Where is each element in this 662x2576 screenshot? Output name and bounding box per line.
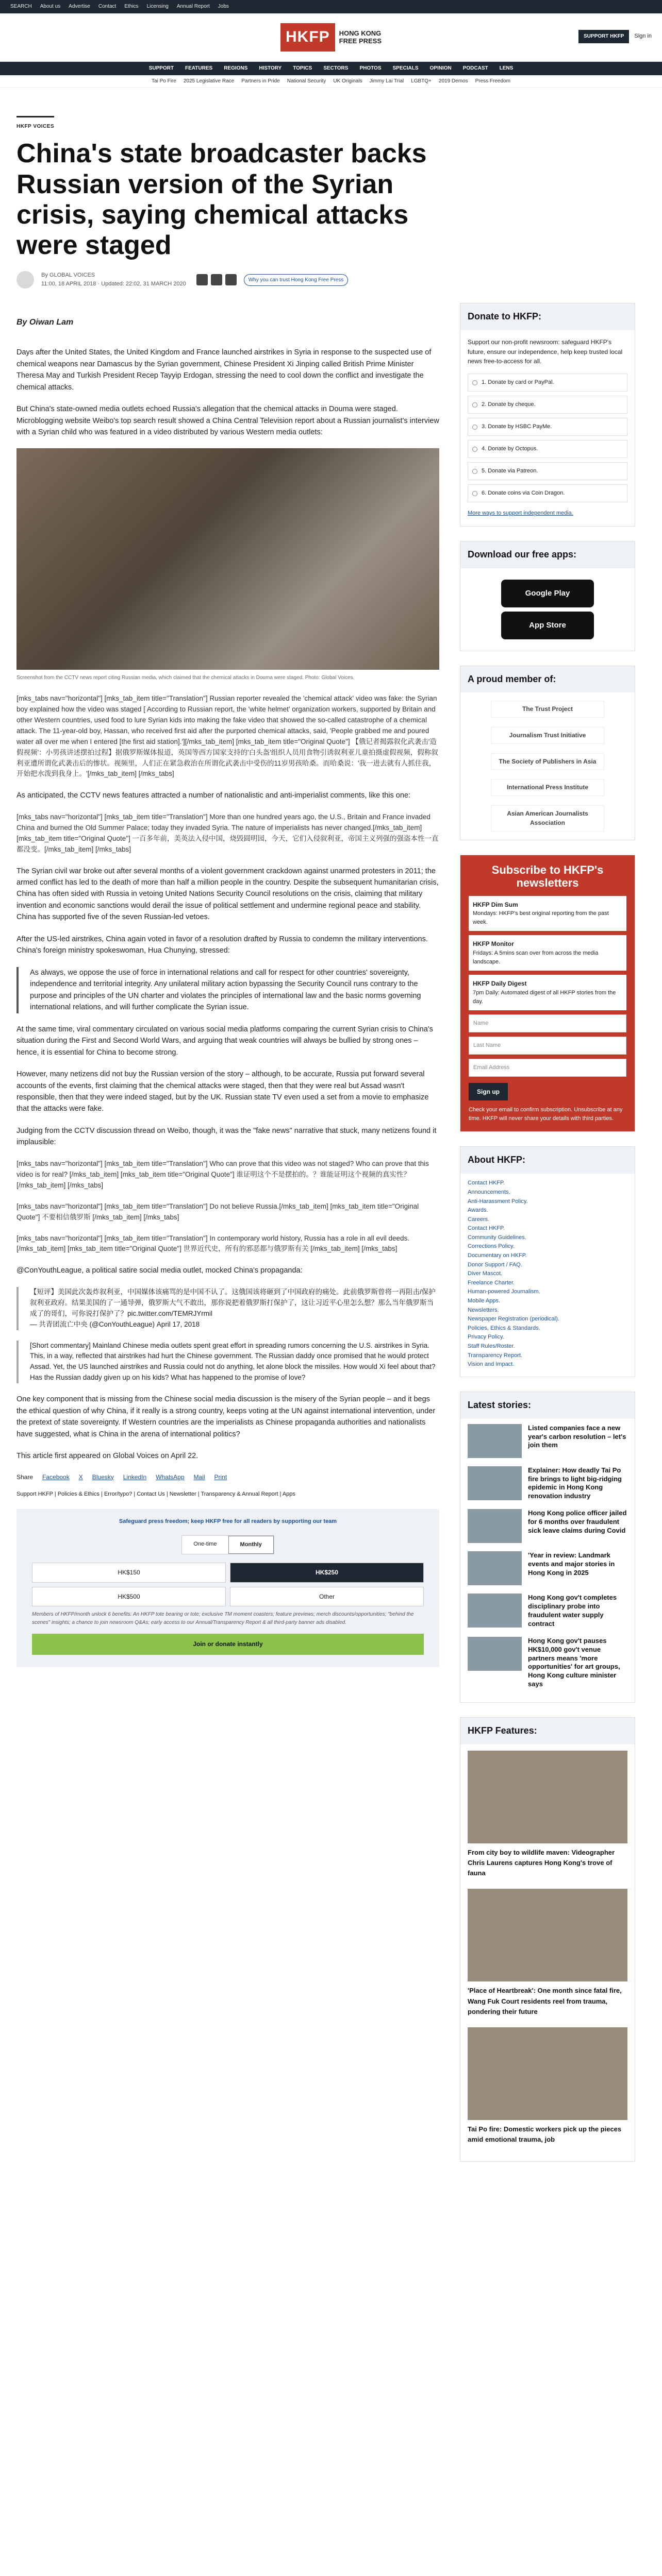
about-link[interactable]: Staff Rules/Roster. — [468, 1343, 515, 1350]
about-link[interactable]: Policies, Ethics & Standards. — [468, 1325, 540, 1331]
radio-icon — [472, 469, 477, 474]
trending-item[interactable]: National Security — [287, 78, 326, 84]
nav-item-support[interactable]: SUPPORT — [148, 65, 174, 72]
article-title: China's state broadcaster backs Russian version of the Syrian crisis, saying chemical attacks were staged — [16, 139, 427, 261]
article-author: By Oiwan Lam — [16, 318, 74, 327]
share-label: Share — [16, 1473, 34, 1481]
nav-item-specials[interactable]: SPECIALS — [392, 65, 419, 72]
nav-item-features[interactable]: FEATURES — [185, 65, 213, 72]
about-link[interactable]: Newsletters. — [468, 1307, 499, 1313]
story-headline: 'Year in review: Landmark events and major stories in Hong Kong in 2025 — [528, 1551, 615, 1577]
member-of-box — [460, 666, 635, 840]
about-link[interactable]: Freelance Charter. — [468, 1279, 515, 1286]
member-logo[interactable]: Journalism Trust Initiative — [491, 727, 604, 744]
radio-icon — [472, 380, 477, 385]
member-logo[interactable]: International Press Institute — [491, 779, 604, 796]
feature-image[interactable] — [468, 1751, 627, 1843]
member-logo[interactable]: The Trust Project — [491, 701, 604, 718]
latest-story[interactable] — [468, 1466, 627, 1501]
about-link[interactable]: Documentary on HKFP. — [468, 1252, 527, 1259]
nav-item-topics[interactable]: TOPICS — [293, 65, 312, 72]
feature-image[interactable] — [468, 1889, 627, 1981]
story-thumbnail — [468, 1509, 522, 1543]
author-avatar — [16, 271, 34, 289]
donate-box-title: Donate to HKFP: — [460, 303, 635, 330]
article-photo — [16, 448, 439, 670]
tweet-source[interactable]: — 共青团流亡中央 (@ConYouthLeague) April 17, 2018 — [30, 1320, 200, 1328]
about-link[interactable]: Anti-Harassment Policy. — [468, 1198, 528, 1205]
sign-in-link[interactable]: Sign in — [634, 33, 652, 40]
shortcode-block: [mks_tabs nav="horizontal"] [mks_tab_item title="Translation"] Russian reporter revealed the 'chemical attack' video was fake: the Syrian boy explained how the video was staged [ According to Russian report, the 'white helmet' organization workers, supported by Britain and other Western countries, used food to lure Syrian kids into making the fake video that showed the so-called catastrophe of a chemical attack. The 11-year-old boy, Hassan, who received first aid after the purported chemical attacks, said, 'People grabbed me and poured water all over me when I entered [the first aid station].'][/mks_tab_item] [mks_tab_item title="Original Quote"] 【俄记者揭露叙化武袭击'造假视频'：小男孩讲述摆拍过程】据俄罗斯媒体报道，英国等西方国家支持的'白头盔'组织人员用食物引诱叙利亚儿童拍摄虚假视频，假称叙利亚遭所谓化武袭击后的惨状。视频里，人们正在紧急救治在所谓化武袭击中受伤的11岁男孩哈桑。而哈桑说：'我一进去就有人抓住我，开始把水泼到我身上。'[/mks_tab_item] [/mks_tabs] — [16, 694, 438, 778]
topbar-annual-report[interactable]: Annual Report — [176, 4, 210, 10]
feature-headline[interactable]: Tai Po fire: Domestic workers pick up the pieces amid emotional trauma, job — [468, 2125, 622, 2144]
freq-monthly[interactable]: Monthly — [228, 1536, 274, 1554]
member-of-title: A proud member of: — [460, 666, 635, 693]
story-thumbnail — [468, 1637, 522, 1671]
latest-title: Latest stories: — [460, 1392, 635, 1419]
shortcode-block: [mks_tabs nav="horizontal"] [mks_tab_item title="Translation"] In contemporary world history, Russia has a role in all evil deeds.[/mks_tab_item] [mks_tab_item title="Original Quote"] 世界近代史，所有的邪恶都与俄罗斯有关 [/mks_tab_item] [/mks_tabs] — [16, 1234, 410, 1253]
about-link[interactable]: Newspaper Registration (periodical). — [468, 1316, 559, 1323]
story-headline: Hong Kong gov't pauses HK$10,000 gov't venue partners means 'more opportunities' for art groups, Hong Kong culture minister says — [528, 1636, 620, 1688]
story-headline: Explainer: How deadly Tai Po fire brings to light big-ridging epidemic in Hong Kong renovation industry — [528, 1466, 622, 1500]
about-link[interactable]: Donor Support / FAQ. — [468, 1261, 522, 1268]
paragraph: At the same time, viral commentary circulated on various social media platforms comparing the current Syrian crisis to China's situation during the First and Second World Wars, and arguing that weak countries will always be bullied by strong ones – hence, it is essential for China to become strong. — [16, 1025, 433, 1057]
facebook-icon[interactable] — [196, 274, 208, 285]
topbar-licensing[interactable]: Licensing — [146, 4, 169, 10]
main-nav — [0, 62, 662, 75]
about-box — [460, 1146, 635, 1377]
embedded-tweet — [16, 1287, 439, 1330]
share-x[interactable]: X — [78, 1473, 83, 1481]
paragraph: However, many netizens did not buy the Russian version of the story – although, to be accurate, Russia put forward several accounts of the events, first claiming that the chemical attacks were staged, then that they were real but Assad wasn't responsible, then that they were indeed staged, but by the UK. Russian state TV even used a set from a movie to emphasize that the attacks were fake. — [16, 1070, 429, 1113]
apps-box-title: Download our free apps: — [460, 541, 635, 568]
newsletter-option[interactable]: HKFP Daily Digest 7pm Daily: Automated digest of all HKFP stories from the day. — [469, 975, 626, 1010]
trending-item[interactable]: LGBTQ+ — [411, 78, 432, 84]
features-list — [460, 1744, 635, 2161]
apps-box — [460, 541, 635, 651]
amount-option-selected[interactable]: HK$250 — [230, 1563, 424, 1583]
byline — [16, 271, 646, 289]
donate-panel-heading[interactable]: Safeguard press freedom; keep HKFP free for all readers by supporting our team — [119, 1518, 337, 1525]
radio-icon — [472, 491, 477, 496]
about-link[interactable]: Awards. — [468, 1207, 488, 1214]
share-bluesky[interactable]: Bluesky — [92, 1473, 114, 1481]
about-link[interactable]: Human-powered Journalism. — [468, 1289, 540, 1295]
topbar-contact[interactable]: Contact — [98, 4, 117, 10]
member-logo[interactable]: Asian American Journalists Association — [491, 805, 604, 832]
frequency-toggle — [181, 1535, 274, 1554]
about-link[interactable]: Transparency Report. — [468, 1352, 522, 1359]
newsletter-note: Check your email to confirm subscription. Unsubscribe at any time. HKFP will never share your details with third parties. — [469, 1107, 623, 1122]
trending-item[interactable]: Press Freedom — [475, 78, 510, 84]
amount-option[interactable]: HK$150 — [32, 1563, 226, 1583]
features-title: HKFP Features: — [460, 1718, 635, 1744]
amount-option-other[interactable]: Other — [230, 1587, 424, 1607]
about-link[interactable]: Contact HKFP. — [468, 1180, 505, 1187]
topbar-ethics[interactable]: Ethics — [124, 4, 139, 10]
topbar-search[interactable]: SEARCH — [10, 4, 32, 10]
feature-headline[interactable]: 'Place of Heartbreak': One month since fatal fire, Wang Fuk Court residents reel from trauma, pondering their future — [468, 1987, 622, 2015]
amount-options — [32, 1563, 424, 1606]
trending-item[interactable]: Partners in Pride — [241, 78, 280, 84]
freq-one-time[interactable]: One-time — [193, 1541, 217, 1548]
site-header — [0, 13, 662, 62]
about-title: About HKFP: — [460, 1147, 635, 1174]
join-donate-button[interactable]: Join or donate instantly — [32, 1634, 424, 1655]
donate-panel — [16, 1509, 439, 1667]
share-print[interactable]: Print — [214, 1473, 227, 1481]
radio-icon — [472, 402, 477, 408]
support-hkfp-button[interactable]: SUPPORT HKFP — [578, 30, 629, 43]
radio-icon — [472, 425, 477, 430]
paragraph: @ConYouthLeague, a political satire social media outlet, mocked China's propaganda: — [16, 1266, 303, 1275]
story-thumbnail — [468, 1424, 522, 1458]
donate-option[interactable]: 6. Donate coins via Coin Dragon. — [468, 484, 627, 502]
donate-option[interactable]: 3. Donate by HSBC PayMe. — [468, 418, 627, 436]
site-logo[interactable] — [280, 23, 382, 52]
article-body — [16, 303, 439, 2176]
share-icons — [196, 274, 237, 285]
topbar-about[interactable]: About us — [40, 4, 61, 10]
trust-link[interactable]: Why you can trust Hong Kong Free Press — [244, 274, 349, 286]
nav-item-opinion[interactable]: OPINION — [429, 65, 452, 72]
about-link[interactable]: Diver Mascot. — [468, 1270, 503, 1277]
share-mail[interactable]: Mail — [193, 1473, 205, 1481]
donate-option[interactable]: 5. Donate via Patreon. — [468, 462, 627, 480]
share-bar — [16, 1472, 439, 1482]
topbar-advertise[interactable]: Advertise — [69, 4, 90, 10]
latest-story[interactable] — [468, 1551, 627, 1585]
story-headline: Hong Kong police officer jailed for 6 months over fraudulent sick leave claims during Covid — [528, 1509, 627, 1535]
newsletter-option[interactable]: HKFP Monitor Fridays: A 5mins scan over from across the media landscape. — [469, 935, 626, 971]
newsletter-title: Subscribe to HKFP's newsletters — [491, 863, 604, 890]
donate-lead: Support our non-profit newsroom: safeguard HKFP's future, ensure our independence, help keep trusted local news free-to-access for all. — [468, 338, 623, 365]
more-ways-link[interactable]: More ways to support independent media. — [468, 510, 573, 517]
email-field[interactable]: Email Address — [469, 1059, 626, 1077]
mail-icon[interactable] — [225, 274, 237, 285]
logo-wordmark: HONG KONG FREE PRESS — [339, 29, 382, 45]
logo-mark: HKFP — [280, 23, 335, 52]
last-name-field[interactable]: Last Name — [469, 1037, 626, 1055]
donate-box — [460, 303, 635, 526]
tweet-text: 【短评】美国此次轰炸叙利亚，中国媒体该痛骂的是中国不认了。这俄国该将砸到了中国政府的痛处。此前俄罗斯曾将一再阻击/保护叙利亚政府。结果美国的了一通导弹，俄罗斯大气不敢出，那你说把着俄罗斯打保护了，这让习近平心里怎么想？那么当年俄罗斯当成了的哥们，可你说打保护了？pic.twitter.com/TEMRJYrmil — [30, 1287, 436, 1317]
google-play-badge[interactable]: Google Play — [501, 580, 594, 607]
about-link[interactable]: Corrections Policy. — [468, 1243, 515, 1250]
signup-button[interactable]: Sign up — [469, 1083, 508, 1101]
story-headline: Listed companies face a new year's carbon resolution – let's join them — [528, 1423, 626, 1449]
paragraph: Days after the United States, the United Kingdom and France launched airstrikes in Syria in response to the suspected use of chemical weapons near Damascus by the Syrian government, Chinese President Xi Jinping called British Prime Minister Theresa May and Turkish President Recep Tayyip Erdogan, stressing the need to cool down the conflict and investigate the chemical attacks. — [16, 348, 432, 392]
paragraph: After the US-led airstrikes, China again voted in favor of a resolution drafted by Russia to condemn the military interventions. China's foreign ministry spokeswoman, Hua Chunying, stressed: — [16, 935, 428, 955]
newsletter-box — [460, 855, 635, 1132]
story-thumbnail — [468, 1466, 522, 1500]
article-footer-links[interactable]: Support HKFP | Policies & Ethics | Error/typo? | Contact Us | Newsletter | Transparency & Annual Report | Apps — [16, 1491, 295, 1498]
topbar-jobs[interactable]: Jobs — [218, 4, 229, 10]
about-link[interactable]: Privacy Policy. — [468, 1334, 504, 1341]
share-facebook[interactable]: Facebook — [42, 1473, 70, 1481]
quote: As always, we oppose the use of force in international relations and call for respect for other countries' sovereignty, independence and territorial integrity. Any unilateral military action bypassing the Security Council runs contrary to the purpose and principles of the UN charter and violates the principles of international law and the basic norms governing international relations, and will further complicate the Syrian issue. — [16, 967, 439, 1013]
app-store-badge[interactable]: App Store — [501, 612, 594, 639]
donate-option[interactable]: 2. Donate by cheque. — [468, 396, 627, 414]
paragraph: But China's state-owned media outlets echoed Russia's allegation that the chemical attacks in Douma were staged. Microblogging website Weibo's top search result showed a China Central Television report about a Russian journalist's interview with a Syrian child who was featured in a video distributed by various Western media outlets: — [16, 405, 439, 437]
shortcode-block: [mks_tabs nav="horizontal"] [mks_tab_item title="Translation"] Do not believe Russia.[/mks_tab_item] [mks_tab_item title="Original Quote"] 不要相信俄罗斯 [/mks_tab_item] [/mks_tabs] — [16, 1202, 419, 1221]
paragraph: As anticipated, the CCTV news features attracted a number of nationalistic and anti-imperialist comments, like this one: — [16, 791, 411, 800]
shortcode-block: [mks_tabs nav="horizontal"] [mks_tab_item title="Translation"] Who can prove that this video was not staged? Who can prove that this video is for real? [/mks_tab_item] [mks_tab_item title="Original Quote"] 谁证明这个不是摆拍的。？谁能证明这个视频的真实性？[/mks_tab_item] [/mks_tabs] — [16, 1159, 429, 1189]
newsletter-option[interactable]: HKFP Dim Sum Mondays: HKFP's best original reporting from the past week. — [469, 896, 626, 931]
nav-item-photos[interactable]: PHOTOS — [359, 65, 382, 72]
tweet-translation: [Short commentary] Mainland Chinese media outlets spent great effort in spreading rumors concerning the U.S. airstrikes in Syria. This, in a way, reflected that airstrikes had hurt the Chinese government. The Russian daddy once promised that he would protect Assad. Yet, the US launched airstrikes and Russia could not do anything, let alone block the missiles. How would Xi feel about that? Has the Russian daddy given up on his kids? What has happened to the promise of love? — [16, 1341, 439, 1384]
about-link[interactable]: Contact HKFP. — [468, 1225, 505, 1232]
nav-item-sectors[interactable]: SECTORS — [323, 65, 349, 72]
features-box — [460, 1717, 635, 2162]
about-link[interactable]: Announcements. — [468, 1189, 510, 1195]
nav-item-lens[interactable]: LENS — [499, 65, 514, 72]
nav-item-regions[interactable]: REGIONS — [224, 65, 248, 72]
latest-box — [460, 1392, 635, 1703]
donate-option[interactable]: 4. Donate by Octopus. — [468, 440, 627, 458]
sidebar — [460, 303, 635, 2176]
trending-item[interactable]: Tai Po Fire — [152, 78, 176, 84]
trending-item[interactable]: UK Originals — [333, 78, 362, 84]
latest-list — [460, 1419, 635, 1702]
latest-story[interactable] — [468, 1637, 627, 1689]
latest-story[interactable] — [468, 1594, 627, 1629]
story-thumbnail — [468, 1594, 522, 1628]
about-link[interactable]: Vision and Impact. — [468, 1361, 515, 1368]
story-thumbnail — [468, 1551, 522, 1585]
trending-item[interactable]: 2025 Legislative Race — [183, 78, 235, 84]
about-list — [460, 1179, 635, 1376]
about-link[interactable]: Careers. — [468, 1216, 490, 1223]
shortcode-block: [mks_tabs nav="horizontal"] [mks_tab_item title="Translation"] More than one hundred years ago, the U.S., Britain and France invaded China and burned the Old Summer Palace; today they invaded Syria. The nature of imperialists has never changed.[/mks_tab_item] [mks_tab_item title="Original Quote"] 一百多年前，美英法入侵中国，烧毁圆明园，今天，它们入侵叙利亚，帝国主义列强的强盗本性一直都没变。[/mks_tab_item] [/mks_tabs] — [16, 812, 439, 853]
x-icon[interactable] — [211, 274, 222, 285]
member-benefits-note: Members of HKFP/month unlock 6 benefits: An HKFP tote bearing or tote; exclusive TM moment coasters; feature previews; merch discounts/opportunities; "behind the scenes" insights; a chance to join newsroom Q&As; early access to our Annual/Transparency Report & all third-party banner ads disabled. — [32, 1612, 414, 1625]
share-linkedin[interactable]: LinkedIn — [123, 1473, 147, 1481]
photo-caption: Screenshot from the CCTV news report citing Russian media, which claimed that the chemical attacks in Douma were staged. Photo: Global Voices. — [16, 675, 355, 681]
trending-item[interactable]: 2019 Demos — [438, 78, 468, 84]
share-whatsapp[interactable]: WhatsApp — [156, 1473, 185, 1481]
member-logo[interactable]: The Society of Publishers in Asia — [491, 753, 604, 770]
nav-item-podcast[interactable]: PODCAST — [462, 65, 488, 72]
author-name[interactable]: By GLOBAL VOICES — [41, 272, 95, 279]
feature-headline[interactable]: From city boy to wildlife maven: Videographer Chris Laurens captures Hong Kong's trove of fauna — [468, 1849, 615, 1877]
latest-story[interactable] — [468, 1424, 627, 1458]
trending-item[interactable]: Jimmy Lai Trial — [369, 78, 404, 84]
nav-item-history[interactable]: HISTORY — [259, 65, 282, 72]
article-kicker[interactable]: HKFP VOICES — [16, 116, 54, 131]
about-link[interactable]: Mobile Apps. — [468, 1298, 500, 1304]
donate-option[interactable]: 1. Donate by card or PayPal. — [468, 374, 627, 392]
latest-story[interactable] — [468, 1509, 627, 1543]
paragraph: This article first appeared on Global Voices on April 22. — [16, 1452, 198, 1461]
publish-date: 11:00, 18 APRIL 2018 · Updated: 22:02, 31 MARCH 2020 — [41, 281, 186, 287]
about-link[interactable]: Community Guidelines. — [468, 1234, 526, 1241]
paragraph: The Syrian civil war broke out after several months of a violent government crackdown against unarmed protesters in 2011; the armed conflict has led to the death of more than half a million people in the country. Despite the subsequent humanitarian crisis, China has often sided with Russia in vetoing United Nations Security Council resolutions on the crisis, claiming that military invention and economic sanctions would derail the issue of political settlement and undermine regional peace and stability. China has supported five of the seven Russian-led vetoes. — [16, 867, 439, 922]
paragraph: One key component that is missing from the Chinese social media discussion is the misery of the Syrian people – and it begs the ethical question of why China, if it really is a strong country, keeps voting at the UN against international intervention, under the pretext of state sovereignty. If Western countries are the imperialists as Chinese propaganda authorities and nationalists have suggested, what is China in the arena of international politics? — [16, 1395, 436, 1438]
trending-nav — [0, 75, 662, 88]
top-utility-bar — [0, 0, 662, 13]
paragraph: Judging from the CCTV discussion thread on Weibo, though, it was the "fake news" narrative that stuck, many netizens found it implausible: — [16, 1126, 437, 1147]
story-headline: Hong Kong gov't completes disciplinary probe into fraudulent water supply contract — [528, 1594, 617, 1628]
name-field[interactable]: Name — [469, 1014, 626, 1032]
feature-image[interactable] — [468, 2027, 627, 2120]
amount-option[interactable]: HK$500 — [32, 1587, 226, 1607]
radio-icon — [472, 447, 477, 452]
